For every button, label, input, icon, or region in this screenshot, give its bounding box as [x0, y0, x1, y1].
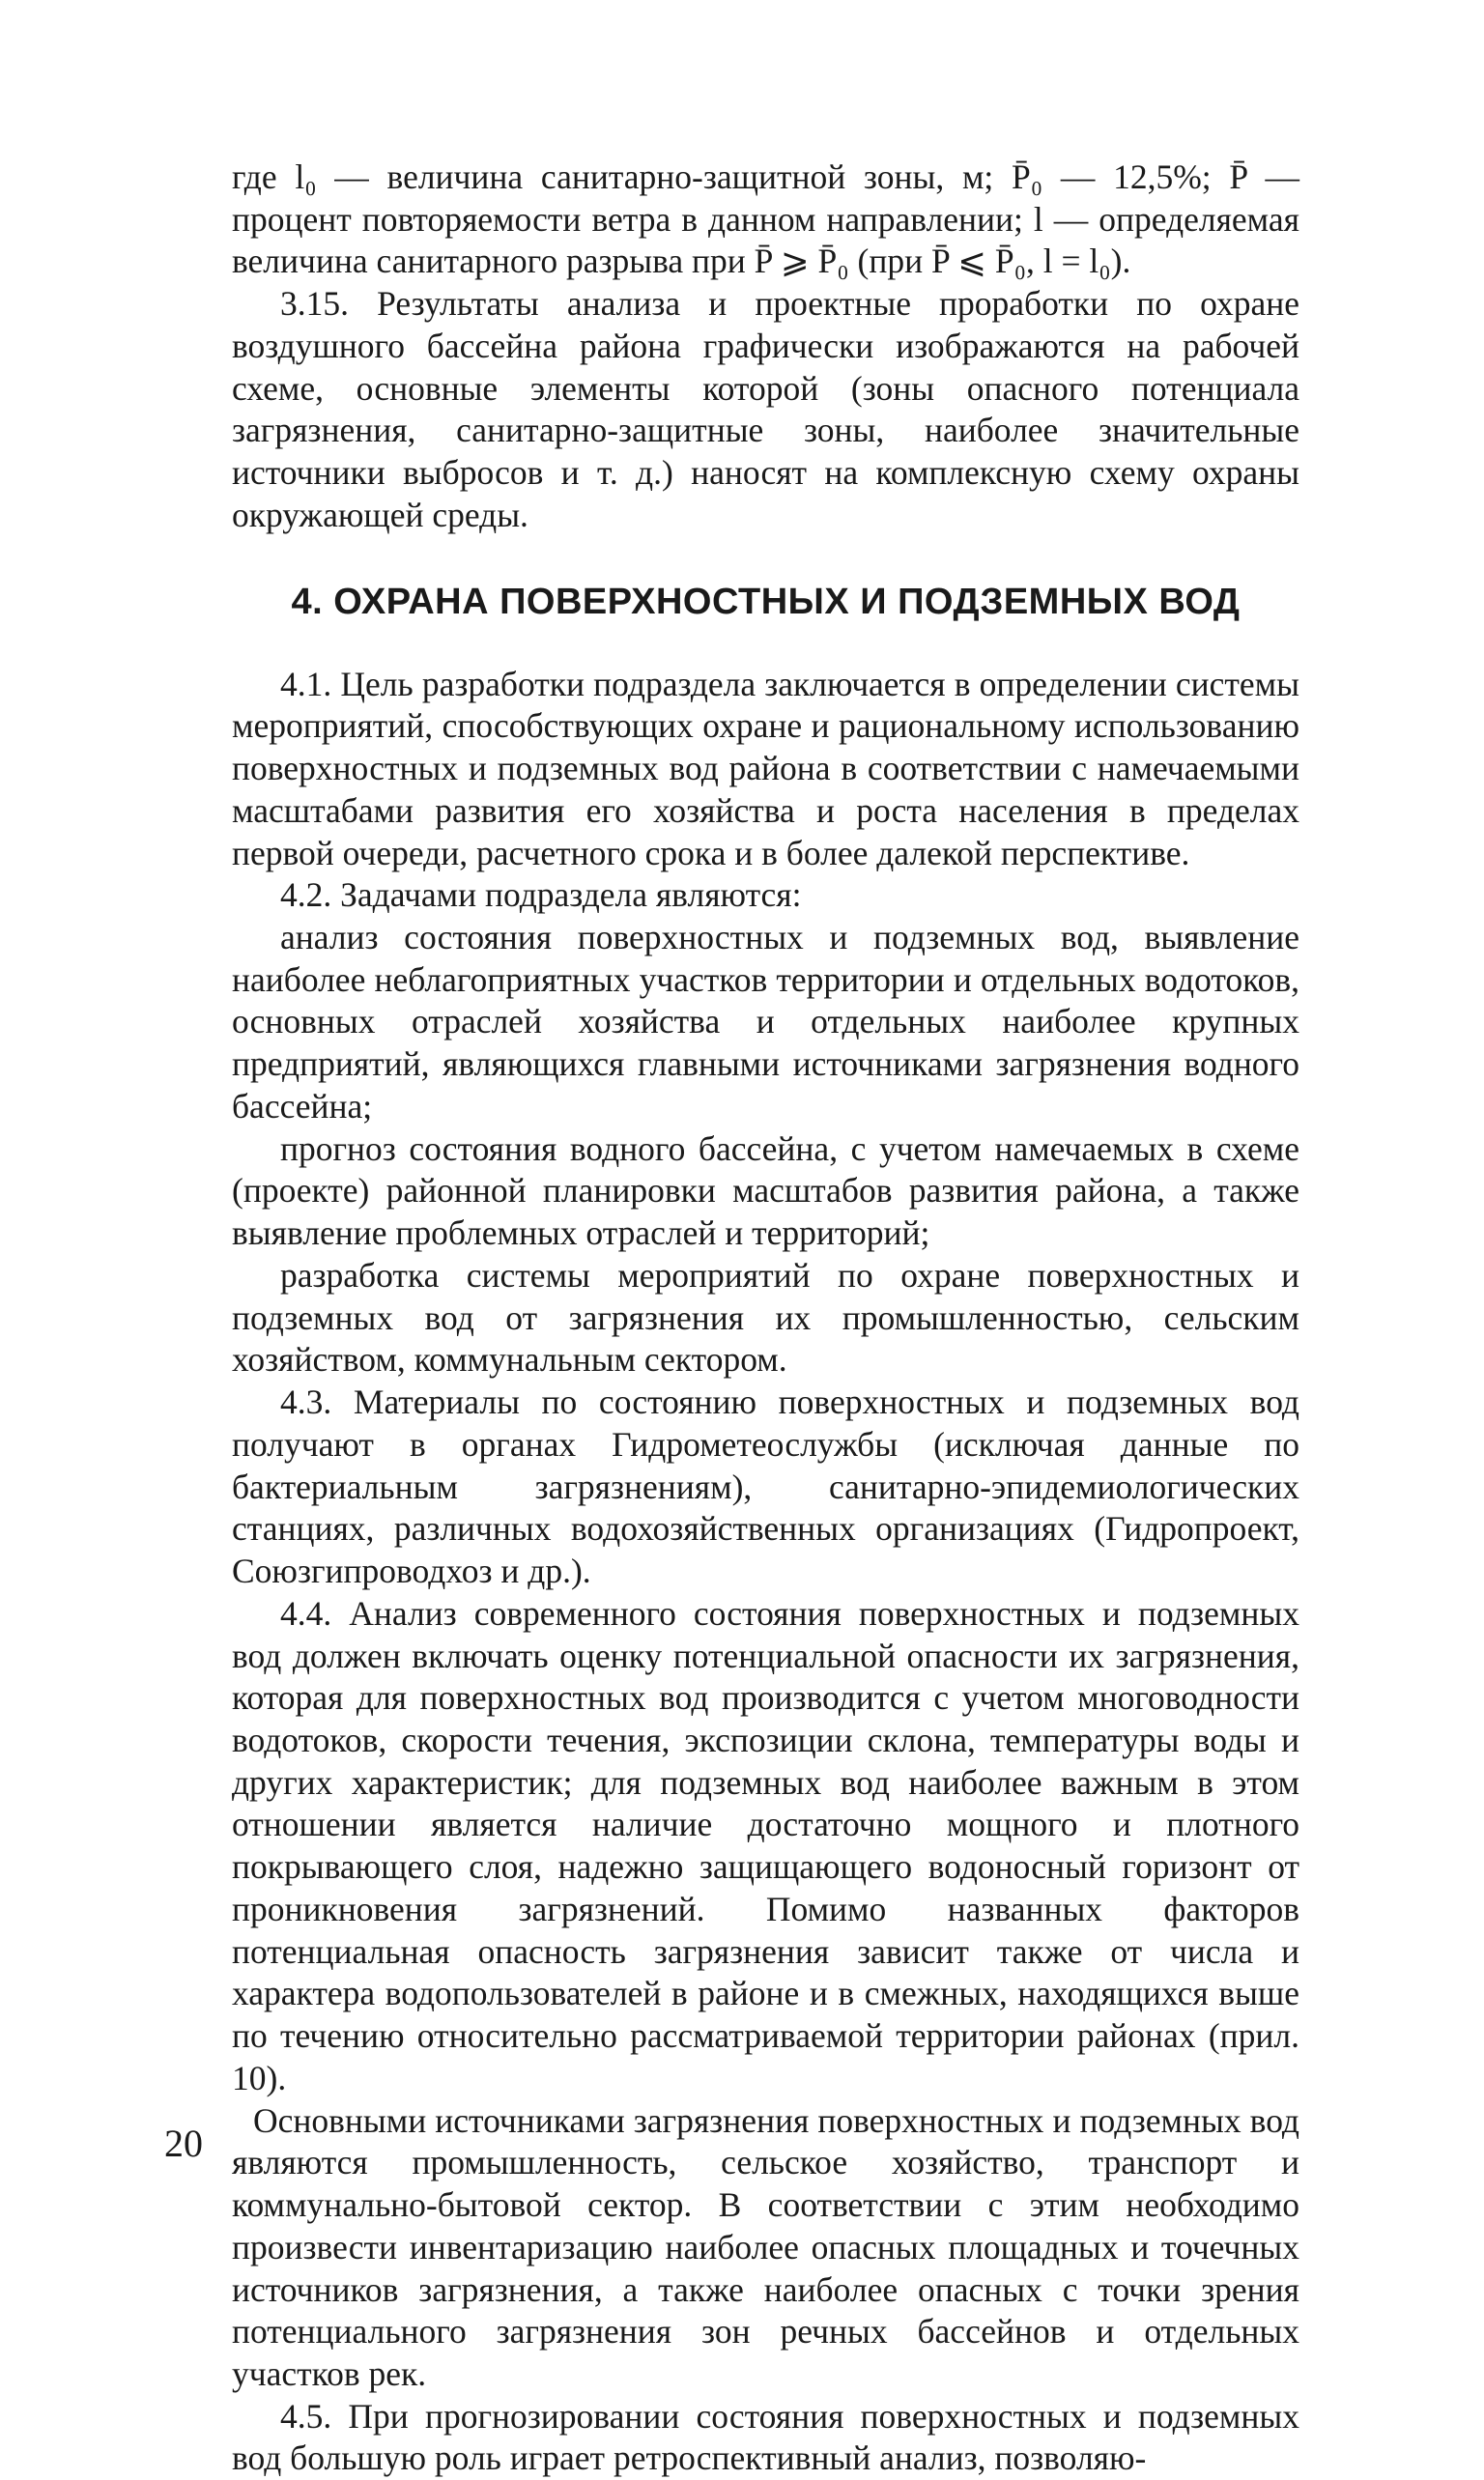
- paragraph-4-4-sources: Основными источниками загрязнения поверхностных и подземных вод являются промышленность, сельское хозяйство, транспорт и коммунально-бытовой сектор. В соответствии с этим необходимо произвести инвентаризацию наиболее опасных площадных и точечных источников загрязнения, а также наиболее опасных с точки зрения потенциального загрязнения зон речных бассейнов и отдельных участков рек.: [232, 2100, 1299, 2393]
- paragraph-3-15: 3.15. Результаты анализа и проектные проработки по охране воздушного бассейна района графически изображаются на рабочей схеме, основные элементы которой (зоны опасного потенциала загрязнения, санитарно-защитные зоны, наиболее значительные источники выбросов и т. д.) наносят на комплексную схему охраны окружающей среды.: [232, 284, 1299, 534]
- paragraph-4-2-item-forecast: прогноз состояния водного бассейна, с учетом намечаемых в схеме (проекте) районной планировки масштабов развития района, а также выявление проблемных отраслей и территорий;: [232, 1128, 1299, 1253]
- paragraph-4-2-item-analysis: анализ состояния поверхностных и подземных вод, выявление наиболее неблагоприятных участков территории и отдельных водотоков, основных отраслей хозяйства и отдельных наиболее крупных предприятий, являющихся главными источниками загрязнения водного бассейна;: [232, 918, 1299, 1126]
- page-body: [232, 157, 1299, 2480]
- paragraph-4-4: 4.4. Анализ современного состояния поверхностных и подземных вод должен включать оценку потенциальной опасности их загрязнения, которая для поверхностных вод производится с учетом многоводности водотоков, скорости течения, экспозиции склона, температуры воды и других характеристик; для подземных вод наиболее важным в этом отношении является наличие достаточно мощного и плотного покрывающего слоя, надежно защищающего водоносный горизонт от проникновения загрязнений. Помимо названных факторов потенциальная опасность загрязнения зависит также от числа и характера водопользователей в районе и в смежных, находящихся выше по течению относительно рассматриваемой территории районах (прил. 10).: [232, 1593, 1299, 2097]
- page-number: 20: [164, 2122, 203, 2165]
- paragraph-4-1: 4.1. Цель разработки подраздела заключается в определении системы мероприятий, способствующих охране и рациональному использованию поверхностных и подземных вод района в соответствии с намечаемыми масштабами развития его хозяйства и роста населения в пределах первой очереди, расчетного срока и в более далекой перспективе.: [232, 664, 1299, 872]
- paragraph-4-2-item-measures: разработка системы мероприятий по охране поверхностных и подземных вод от загрязнения их промышленностью, сельским хозяйством, коммунальным сектором.: [232, 1255, 1299, 1380]
- paragraph-4-2: 4.2. Задачами подраздела являются:: [280, 875, 802, 915]
- paragraph-4-5: 4.5. При прогнозировании состояния поверхностных и подземных вод большую роль играет ретроспективный анализ, позволяю-: [232, 2396, 1299, 2478]
- section-heading: 4. ОХРАНА ПОВЕРХНОСТНЫХ И ПОДЗЕМНЫХ ВОД: [291, 581, 1241, 622]
- paragraph-4-3: 4.3. Материалы по состоянию поверхностных и подземных вод получают в органах Гидрометеослужбы (исключая данные по бактериальным загрязнениям), санитарно-эпидемиологических станциях, различных водохозяйственных организациях (Гидропроект, Союзгипроводхоз и др.).: [232, 1383, 1299, 1591]
- paragraph-formula-legend: где l₀ — величина санитарно-защитной зоны, м; P̄₀ — 12,5%; P̄ — процент повторяемости ветра в данном направлении; l — определяемая величина санитарного разрыва при P̄ ⩾ P̄₀ (при P̄ ⩽ P̄₀, l = l₀).: [232, 157, 1299, 281]
